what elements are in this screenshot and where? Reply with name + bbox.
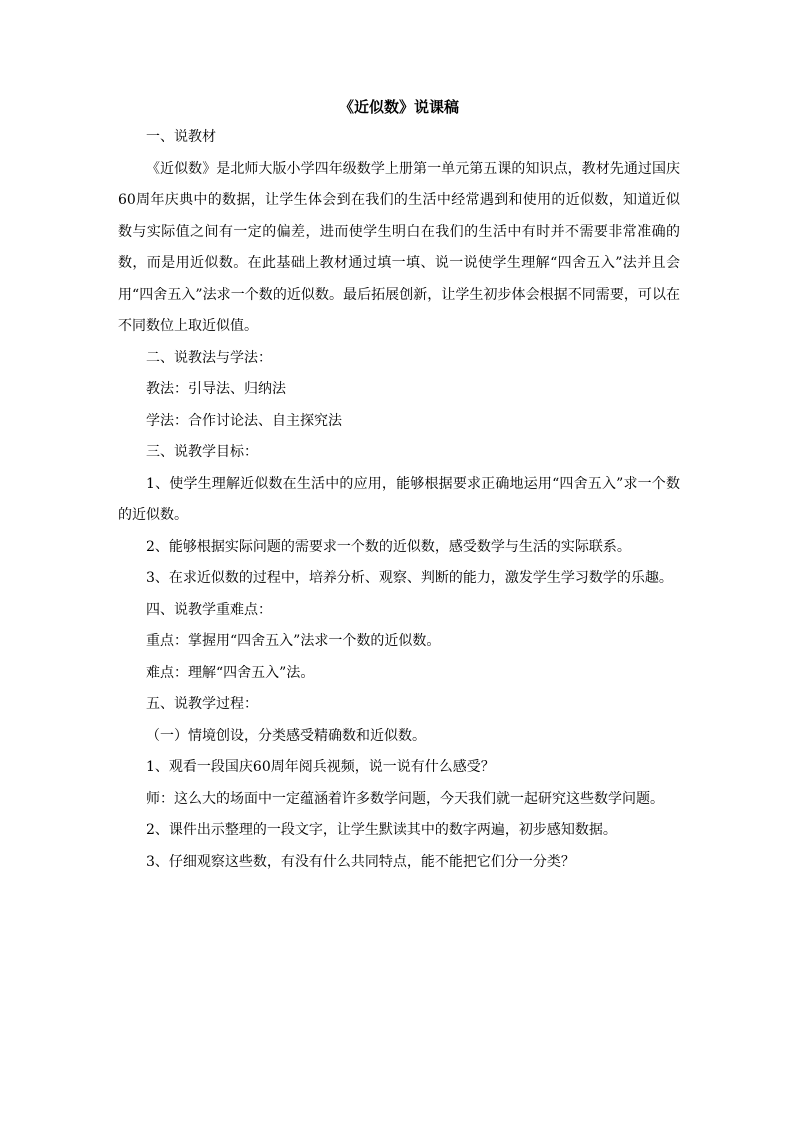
process-step-2: 2、课件出示整理的一段文字，让学生默读其中的数字两遍，初步感知数据。 <box>146 822 617 838</box>
paragraph-material-description: 《近似数》是北师大版小学四年级数学上册第一单元第五课的知识点，教材先通过国庆60周年庆典中的数据，让学生体会到在我们的生活中经常遇到和使用的近似数，知道近似数与实际值之间有一定的偏差，进而使学生明白在我们的生活中有时并不需要非常准确的数，而是用近似数。在此基础上教材通过填一填、说一说使学生理解“四舍五入”法并且会用“四舍五入”法求一个数的近似数。最后拓展创新，让学生初步体会根据不同需要，可以在不同数位上取近似值。 <box>118 160 680 334</box>
section-heading-methods: 二、说教法与学法： <box>146 349 272 366</box>
section-heading-objectives: 三、说教学目标： <box>146 444 258 460</box>
objective-item-3: 3、在求近似数的过程中，培养分析、观察、判断的能力，激发学生学习数学的乐趣。 <box>146 570 673 586</box>
paragraph-key-point: 重点：掌握用“四舍五入”法求一个数的近似数。 <box>146 633 441 649</box>
section-heading-key-points: 四、说教学重难点： <box>146 601 272 618</box>
objective-item-2: 2、能够根据实际问题的需要求一个数的近似数，感受数学与生活的实际联系。 <box>146 538 631 555</box>
paragraph-teaching-method: 教法：引导法、归纳法 <box>146 381 286 397</box>
section-heading-process: 五、说教学过程： <box>146 696 258 712</box>
section-heading-teaching-material: 一、说教材 <box>146 129 216 145</box>
paragraph-difficult-point: 难点：理解“四舍五入”法。 <box>146 664 315 681</box>
document-page <box>118 92 680 878</box>
process-subheading-1: （一）情境创设，分类感受精确数和近似数。 <box>146 727 426 744</box>
paragraph-teacher-remark: 师：这么大的场面中一定蕴涵着许多数学问题，今天我们就一起研究这些数学问题。 <box>146 790 664 807</box>
process-step-3: 3、仔细观察这些数，有没有什么共同特点，能不能把它们分一分类？ <box>146 853 575 870</box>
objective-item-1: 1、使学生理解近似数在生活中的应用，能够根据要求正确地运用“四舍五入”求一个数的近似数。 <box>118 475 680 523</box>
document-title: 《近似数》说课稿 <box>338 98 459 116</box>
paragraph-learning-method: 学法：合作讨论法、自主探究法 <box>146 412 342 429</box>
process-step-1: 1、观看一段国庆60周年阅兵视频，说一说有什么感受？ <box>146 759 495 775</box>
